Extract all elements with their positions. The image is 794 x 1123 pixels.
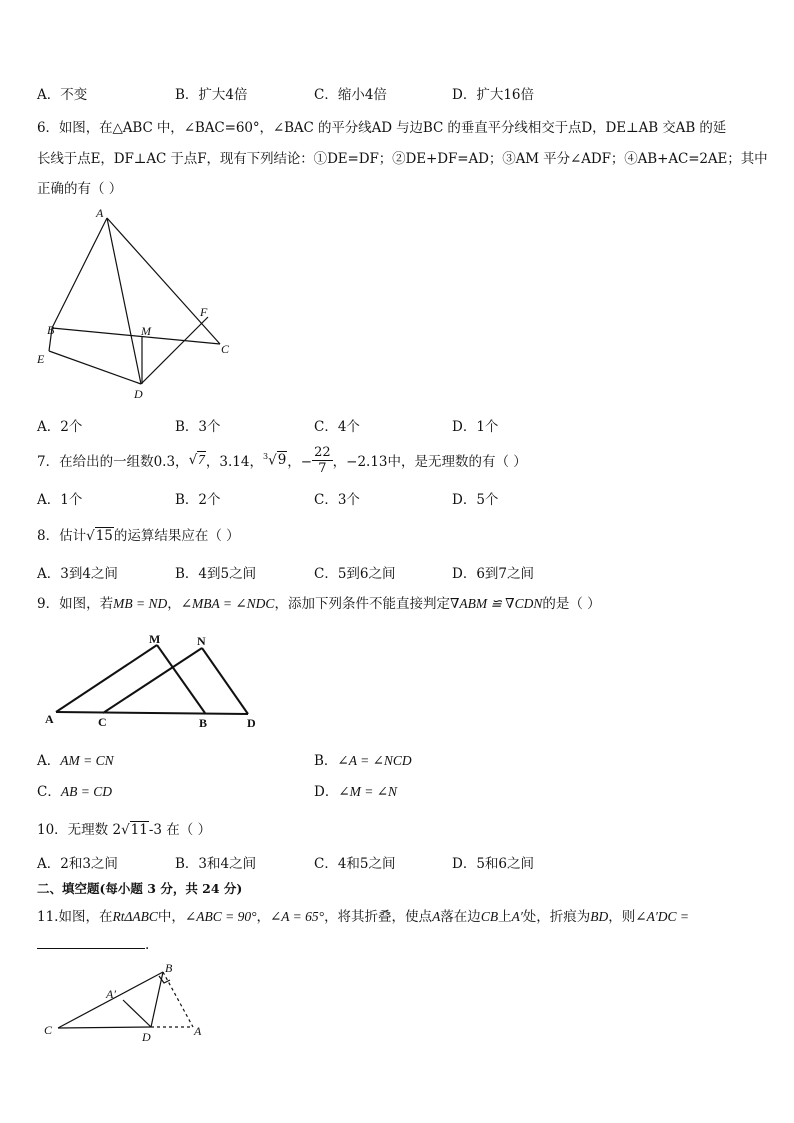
q10-sqrt-radicand: 11 [130, 822, 148, 838]
q11-answer-blank[interactable] [37, 936, 145, 949]
q9-option-b-label: B． [314, 753, 338, 769]
q6-option-d: D．1个 [452, 419, 499, 435]
q11-angle1: ∠ABC = 90° [184, 909, 257, 924]
q8-suffix: 的运算结果应在（ ） [113, 528, 240, 544]
q7-cbrt: $^3$√9 [262, 451, 287, 469]
q9-option-c [37, 780, 112, 800]
q11-a-prime: A′ [511, 909, 523, 924]
q7-sep2: ，− [287, 454, 313, 470]
q8-option-c: C．5到6之间 [314, 566, 396, 582]
q6-label-f: F [200, 305, 208, 319]
q9-cond1: MB = ND [113, 596, 168, 611]
q11-t2: ， [256, 909, 270, 925]
q7-cbrt-index: 3 [262, 451, 269, 461]
q11-end: . [145, 937, 150, 953]
q6-stem-line3: 正确的有（ ） [37, 181, 123, 197]
q9-label-m: M [149, 632, 161, 646]
q7-option-c: C．3个 [314, 492, 360, 508]
q10-sqrt: √11 [121, 822, 148, 838]
q7-frac-den: 7 [318, 460, 327, 476]
q9-option-c-text: AB = CD [60, 784, 112, 799]
q9-label-a: A [45, 712, 54, 726]
q7-sep1: ，3.14， [205, 454, 263, 470]
q9-option-b [314, 749, 412, 769]
q10-prefix: 10．无理数 2 [37, 822, 122, 838]
q11-t3: ，将其折叠，使点 [324, 909, 433, 925]
q11-t4: 落在边 [440, 909, 481, 925]
q9-label-c: C [98, 715, 107, 729]
q11-prefix: 11.如图，在 [37, 909, 113, 925]
q9-option-d-label: D． [314, 784, 339, 800]
q9-suffix1: ，添加下列条件不能直接判定 [274, 596, 450, 612]
q8-option-a: A．3到4之间 [37, 566, 118, 582]
q11-label-b: B [165, 961, 173, 975]
q7-frac-num: 22 [314, 444, 331, 460]
q6-option-b: B．3个 [175, 419, 221, 435]
q9-label-d: D [247, 716, 256, 730]
q10-stem [37, 818, 211, 838]
q9-suffix2: 的是（ ） [542, 596, 601, 612]
q7-fraction [312, 445, 333, 476]
q5-option-b: B．扩大4倍 [175, 87, 248, 103]
q11-stem [37, 905, 689, 925]
q9-label-n: N [197, 634, 206, 648]
q9-stem [37, 592, 601, 612]
q9-option-a [37, 749, 114, 769]
q10-suffix: -3 在（ ） [148, 822, 212, 838]
section-title: 二、填空题(每小题 3 分，共 24 分) [37, 881, 243, 896]
q11-cb: CB [480, 909, 499, 924]
q11-answer-line [37, 936, 149, 953]
q7-option-a: A．1个 [37, 492, 83, 508]
q7-suffix: ，−2.13中，是无理数的有（ ） [332, 454, 527, 470]
q9-option-a-label: A． [37, 753, 61, 769]
q7-prefix: 7．在给出的一组数0.3， [37, 454, 189, 470]
q11-question: ∠A′DC = [635, 909, 690, 924]
q9-option-d [314, 780, 397, 800]
q8-sqrt-radicand: 15 [95, 528, 113, 544]
q6-label-c: C [221, 342, 230, 356]
q7-sqrt: √7 [188, 452, 205, 468]
q11-t7: ，则 [608, 909, 636, 925]
q11-point-a: A [432, 909, 441, 924]
q6-stem-line2: 长线于点E，DF⊥AC 于点F，现有下列结论：①DE=DF；②DE+DF=AD；③AM 平分∠ADF；④AB+AC=2AE；其中 [37, 151, 768, 167]
q11-label-c: C [44, 1023, 53, 1037]
q7-option-b: B．2个 [175, 492, 221, 508]
q5-option-d: D．扩大16倍 [452, 87, 535, 103]
q11-figure [38, 958, 213, 1043]
q6-stem-line1: 6．如图，在△ABC 中，∠BAC=60°，∠BAC 的平分线AD 与边BC 的垂直平分线相交于点D，DE⊥AB 交AB 的延 [37, 120, 727, 136]
q11-label-a: A [194, 1024, 202, 1038]
q11-bd: BD [590, 909, 609, 924]
q11-triangle: RtΔABC [112, 909, 158, 924]
q11-label-a-prime: A′ [106, 987, 116, 1001]
q11-t5: 上 [498, 909, 512, 925]
q7-sqrt-radicand: 7 [198, 452, 205, 467]
q8-sqrt: √15 [86, 528, 113, 544]
q6-option-a: A．2个 [37, 419, 83, 435]
q6-label-e: E [37, 352, 45, 366]
q10-option-b: B．3和4之间 [175, 856, 257, 872]
q6-label-a: A [96, 206, 104, 220]
q7-cbrt-radicand: 9 [277, 452, 287, 469]
q6-label-m: M [141, 324, 151, 338]
q11-angle2: ∠A = 65° [269, 909, 325, 924]
q9-triangles: ∇ABM ≌ ∇CDN [449, 596, 543, 611]
q6-option-c: C．4个 [314, 419, 360, 435]
q9-mid: ， [167, 596, 181, 612]
q9-option-c-label: C． [37, 784, 61, 800]
q6-label-b: B [47, 323, 55, 337]
q8-prefix: 8．估计 [37, 528, 87, 544]
q9-prefix: 9．如图，若 [37, 596, 114, 612]
q5-option-a: A．不变 [37, 87, 88, 103]
q11-label-d: D [142, 1030, 151, 1043]
q6-figure [30, 200, 240, 405]
q7-stem [37, 442, 527, 478]
q11-t1: 中， [157, 909, 185, 925]
q9-label-b: B [199, 716, 208, 730]
q10-option-c: C．4和5之间 [314, 856, 396, 872]
q11-t6: 处，折痕为 [522, 909, 591, 925]
q9-option-d-text: ∠M = ∠N [338, 784, 398, 799]
q7-option-d: D．5个 [452, 492, 499, 508]
q8-stem [37, 524, 240, 544]
q10-option-a: A．2和3之间 [37, 856, 118, 872]
q8-option-b: B．4到5之间 [175, 566, 257, 582]
q9-cond2: ∠MBA = ∠NDC [180, 596, 275, 611]
q9-option-b-text: ∠A = ∠NCD [337, 753, 412, 768]
q10-option-d: D．5和6之间 [452, 856, 535, 872]
q9-option-a-text: AM = CN [60, 753, 114, 768]
q8-option-d: D．6到7之间 [452, 566, 535, 582]
q6-label-d: D [134, 387, 143, 401]
q9-figure [38, 628, 268, 732]
q5-option-c: C．缩小4倍 [314, 87, 387, 103]
